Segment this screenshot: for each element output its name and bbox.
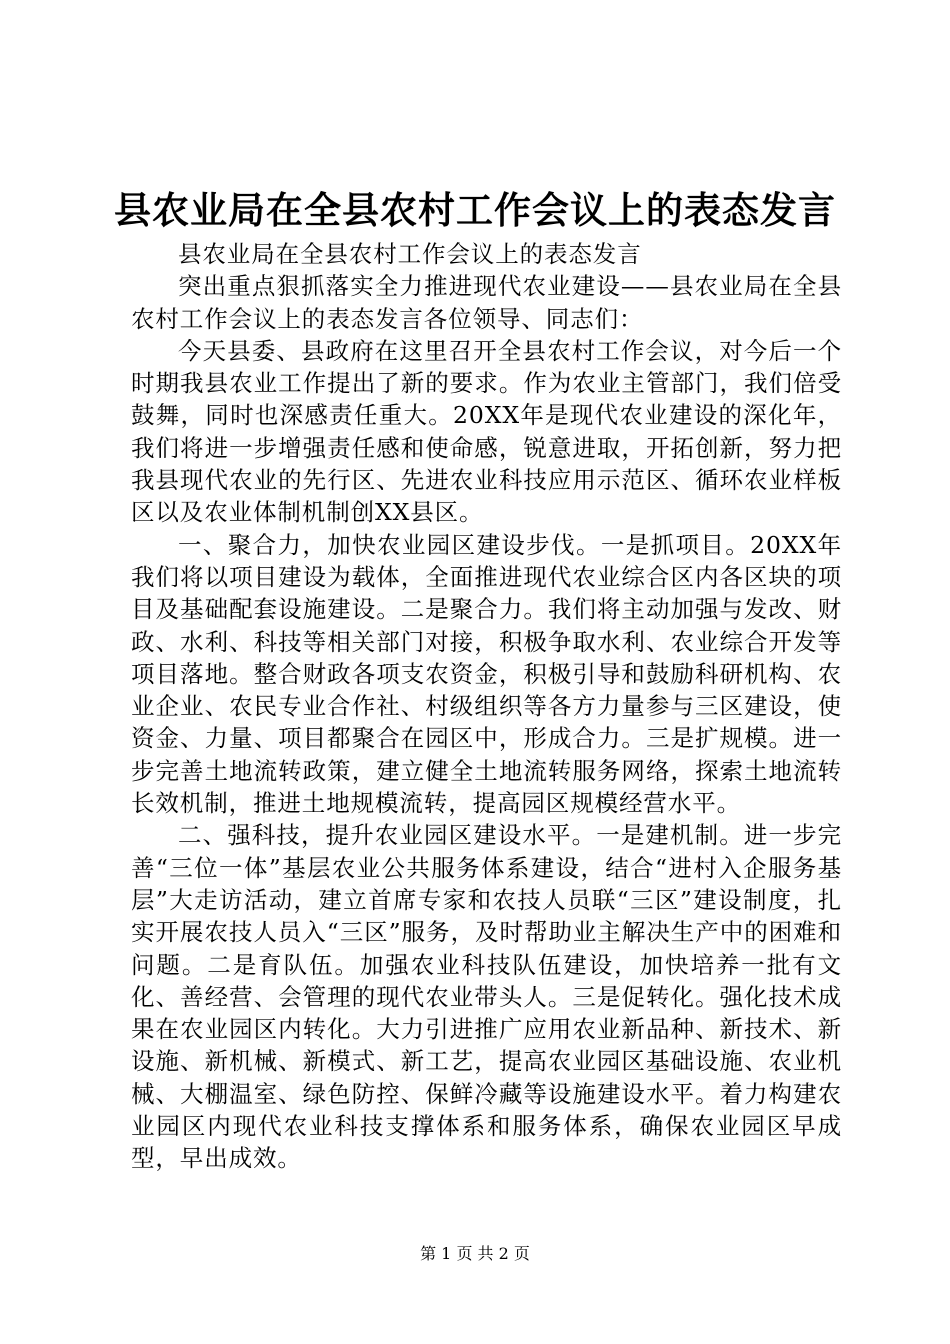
paragraph-section-one: 一、聚合力，加快农业园区建设步伐。一是抓项目。20XX年我们将以项目建设为载体，全面推进现代农业综合区内各区块的项目及基础配套设施建设。二是聚合力。我们将主动加强与发改、财政、水利、科技等相关部门对接，积极争取水利、农业综合开发等项目落地。整合财政各项支农资金，积极引导和鼓励科研机构、农业企业、农民专业合作社、村级组织等各方力量参与三区建设，使资金、力量、项目都聚合在园区中，形成合力。三是扩规模。进一步完善土地流转政策，建立健全土地流转服务网络，探索土地流转长效机制，推进土地规模流转，提高园区规模经营水平。 — [131, 530, 842, 818]
paragraph-heading-greeting: 突出重点狠抓落实全力推进现代农业建设——县农业局在全县农村工作会议上的表态发言各位领导、同志们： — [131, 272, 842, 333]
document-title: 县农业局在全县农村工作会议上的表态发言 — [114, 188, 836, 232]
paragraph-section-two: 二、强科技，提升农业园区建设水平。一是建机制。进一步完善“三位一体”基层农业公共服务体系建设，结合“进村入企服务基层”大走访活动，建立首席专家和农技人员联“三区”建设制度，扎实开展农技人员入“三区”服务，及时帮助业主解决生产中的困难和问题。二是育队伍。加强农业科技队伍建设，加快培养一批有文化、善经营、会管理的现代农业带头人。三是促转化。强化技术成果在农业园区内转化。大力引进推广应用农业新品种、新技术、新设施、新机械、新模式、新工艺，提高农业园区基础设施、农业机械、大棚温室、绿色防控、保鲜冷藏等设施建设水平。着力构建农业园区内现代农业科技支撑体系和服务体系，确保农业园区早成型，早出成效。 — [131, 821, 842, 1173]
paragraph-subtitle: 县农业局在全县农村工作会议上的表态发言 — [178, 240, 642, 268]
paragraph-introduction: 今天县委、县政府在这里召开全县农村工作会议，对今后一个时期我县农业工作提出了新的要求。作为农业主管部门，我们倍受鼓舞，同时也深感责任重大。20XX年是现代农业建设的深化年，我们将进一步增强责任感和使命感，锐意进取，开拓创新，努力把我县现代农业的先行区、先进农业科技应用示范区、循环农业样板区以及农业体制机制创XX县区。 — [131, 336, 842, 527]
page-number-footer: 第 1 页 共 2 页 — [420, 1244, 530, 1263]
document-body — [131, 238, 842, 1175]
